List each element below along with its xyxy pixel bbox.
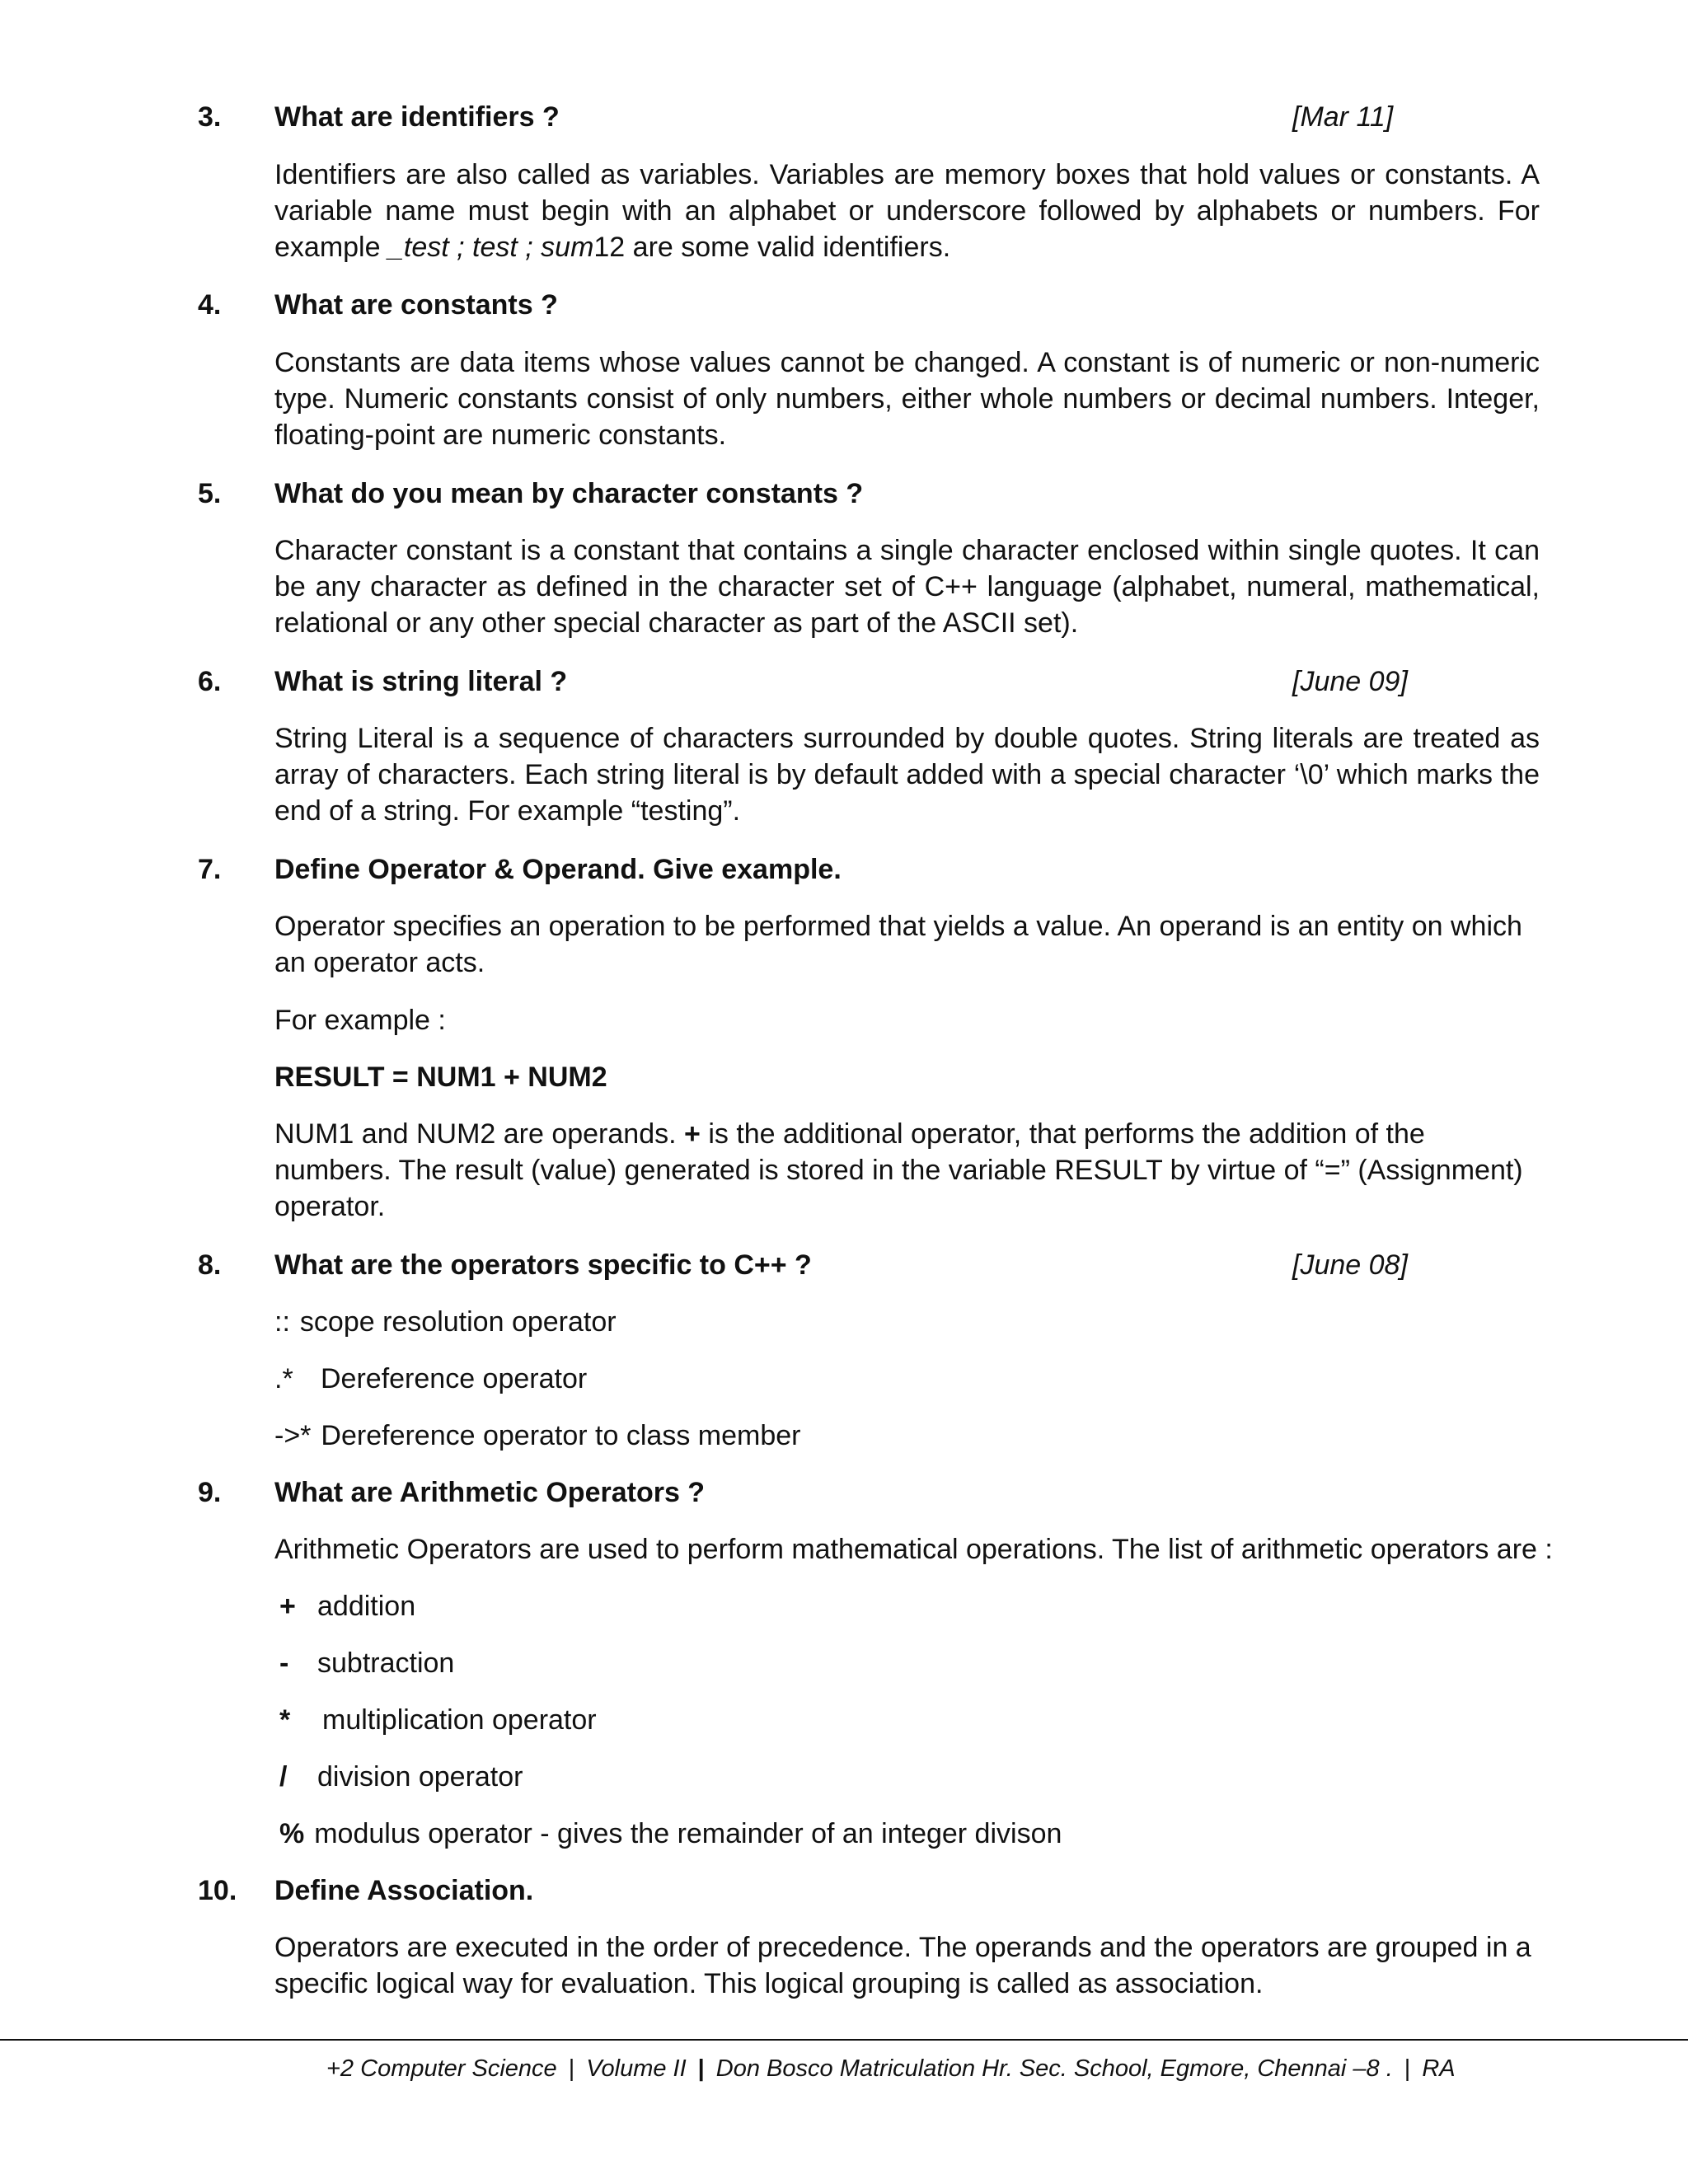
footer-separator: | [1404, 2055, 1411, 2082]
answer-10: Operators are executed in the order of precedence. The operands and the operators are grouped in a specific logical way for evaluation. This logical grouping is called as association. [274, 1932, 1531, 1999]
operator-item-modulus [274, 1816, 1062, 1852]
question-title: What are Arithmetic Operators ? [274, 1477, 706, 1508]
operator-symbol: + [279, 1591, 296, 1622]
footer-separator: | [568, 2055, 575, 2082]
operator-item-member-dereference [274, 1418, 800, 1454]
example-formula: RESULT = NUM1 + NUM2 [274, 1062, 607, 1093]
answer-3 [274, 157, 1540, 265]
question-title: Define Operator & Operand. Give example. [274, 854, 842, 885]
operator-desc: modulus operator - gives the remainder of an integer divison [314, 1818, 1062, 1849]
question-title: What do you mean by character constants ? [274, 478, 864, 509]
operator-item-division [274, 1759, 523, 1795]
answer-4: Constants are data items whose values cannot be changed. A constant is of numeric or non-numeric type. Numeric constants consist of only numbers, either whole numbers or decimal numbers. Integer, floating-point are numeric constants. [274, 347, 1540, 451]
operator-symbol: - [279, 1647, 289, 1679]
answer-6: String Literal is a sequence of characters surrounded by double quotes. String literals are treated as array of characters. Each string literal is by default added with a special character ‘\0’ which marks the end of a string. For example “testing”. [274, 723, 1540, 827]
operator-desc: subtraction [317, 1647, 455, 1679]
operator-item-addition [274, 1588, 415, 1624]
footer-separator: | [697, 2055, 705, 2082]
question-number: 5. [198, 478, 222, 509]
question-title: What are identifiers ? [274, 101, 560, 133]
operator-desc: addition [317, 1591, 416, 1622]
footer-school: Don Bosco Matriculation Hr. Sec. School, Egmore, Chennai –8 . [715, 2055, 1393, 2082]
answer-text: Identifiers are also called as variables. Variables are memory boxes that hold values or constants. A variable name must begin with an alphabet or underscore followed by alphabets or numbers. For example [274, 159, 1540, 263]
operator-symbol: / [279, 1761, 288, 1793]
question-number: 3. [198, 101, 222, 133]
answer-5: Character constant is a constant that contains a single character enclosed within single quotes. It can be any character as defined in the character set of C++ language (alphabet, numeral, mathematical, relational or any other special character as part of the ASCII set). [274, 535, 1540, 639]
operator-item-subtraction [274, 1645, 454, 1681]
operator-symbol: .* [274, 1363, 293, 1394]
operator-symbol: % [279, 1818, 305, 1849]
answer-example: _test ; test ; sum [387, 232, 594, 263]
question-number: 7. [198, 854, 222, 885]
operator-desc: scope resolution operator [299, 1306, 617, 1338]
question-title: What are the operators specific to C++ ? [274, 1249, 812, 1281]
exam-tag: [June 08] [1292, 1249, 1408, 1281]
question-title: What is string literal ? [274, 666, 568, 697]
exam-tag: [June 09] [1292, 666, 1408, 697]
operator-desc: multiplication operator [322, 1704, 597, 1736]
exam-tag: [Mar 11] [1292, 101, 1394, 133]
question-number: 9. [198, 1477, 222, 1508]
page-footer [326, 2052, 1456, 2085]
answer-text-end: 12 are some valid identifiers. [593, 232, 951, 263]
question-number: 6. [198, 666, 222, 697]
footer-course: +2 Computer Science [326, 2055, 557, 2082]
question-number: 10. [198, 1875, 237, 1906]
operator-item-multiplication [274, 1702, 597, 1738]
explanation-text: NUM1 and NUM2 are operands. [274, 1118, 685, 1150]
answer-9: Arithmetic Operators are used to perform mathematical operations. The list of arithmetic operators are : [274, 1534, 1553, 1565]
question-title: What are constants ? [274, 289, 558, 321]
operator-desc: division operator [317, 1761, 523, 1793]
operator-item-dereference [274, 1361, 587, 1397]
operator-item-scope [274, 1304, 617, 1340]
plus-operator: + [684, 1118, 701, 1150]
operator-desc: Dereference operator to class member [321, 1420, 801, 1451]
explanation-text-end: is the additional operator, that performs the addition of the numbers. The result (value) generated is stored in the variable RESULT by virtue of “=” (Assignment) operator. [274, 1118, 1523, 1222]
operator-symbol: ->* [274, 1420, 312, 1451]
operator-symbol: :: [274, 1306, 290, 1338]
footer-divider [0, 2039, 1688, 2041]
question-number: 8. [198, 1249, 222, 1281]
footer-initials: RA [1422, 2055, 1456, 2082]
question-number: 4. [198, 289, 222, 321]
answer-7: Operator specifies an operation to be performed that yields a value. An operand is an entity on which an operator acts. [274, 911, 1522, 978]
operator-symbol: * [279, 1704, 291, 1736]
example-label: For example : [274, 1005, 446, 1036]
example-explanation [274, 1116, 1540, 1225]
question-title: Define Association. [274, 1875, 534, 1906]
operator-desc: Dereference operator [321, 1363, 588, 1394]
footer-volume: Volume II [586, 2055, 687, 2082]
